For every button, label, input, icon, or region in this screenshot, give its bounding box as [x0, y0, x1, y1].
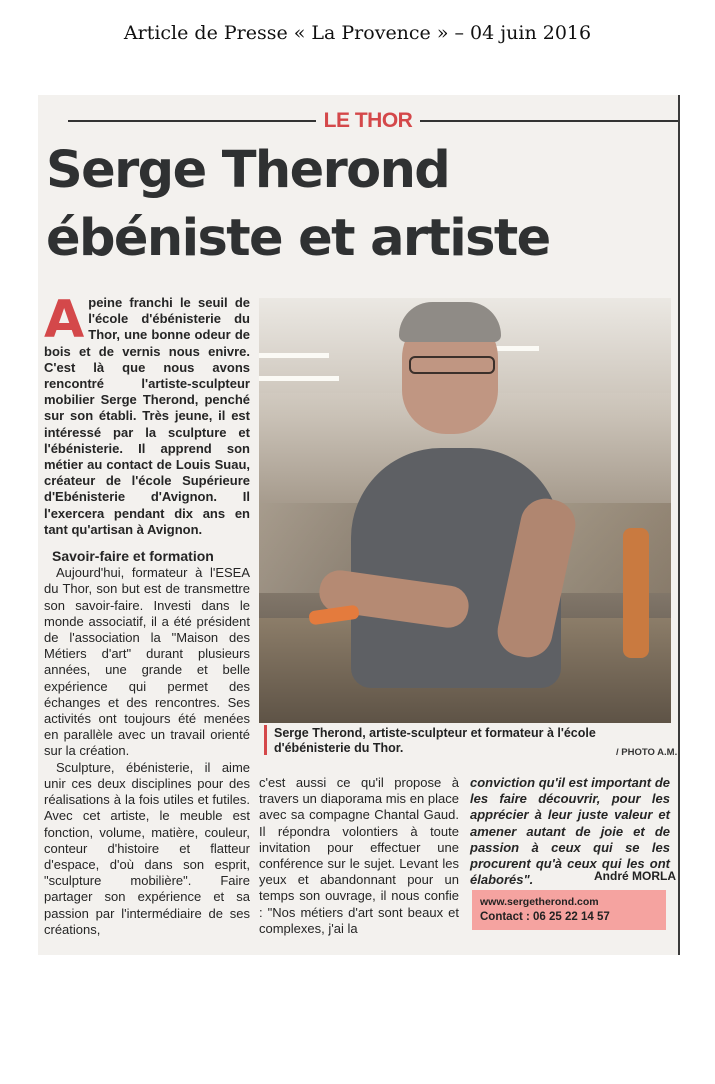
- article-photo: [259, 298, 671, 723]
- photo-clamp: [623, 528, 649, 658]
- caption-accent-bar: [264, 725, 267, 755]
- paragraph-2: Aujourd'hui, formateur à l'ESEA du Thor, son but est de transmettre son savoir-faire. Investi dans le monde associatif, il a été président de l'association la "Maison des Métiers d'art" durant plusieurs années, une grande et belle expérience qui permet des échanges et des rencontres. Ses activités ont toujours été menées en parallèle avec un travail orienté sur la création.: [44, 565, 250, 759]
- subheading: Savoir-faire et formation: [52, 548, 214, 565]
- lead-paragraph: [44, 290, 250, 538]
- website-link[interactable]: www.sergetherond.com: [480, 896, 599, 908]
- kicker-rule-left: [68, 120, 316, 122]
- photo-lamp: [259, 376, 339, 381]
- newspaper-clipping: [38, 95, 680, 955]
- contact-box: [472, 890, 666, 930]
- column-2: [259, 775, 459, 937]
- photo-person-glasses: [409, 356, 495, 374]
- photo-caption: Serge Therond, artiste-sculpteur et formateur à l'école d'ébénisterie du Thor.: [274, 726, 596, 755]
- dropcap: A: [44, 290, 85, 350]
- photo-person-hair: [399, 302, 501, 342]
- paragraph-3: Sculpture, ébénisterie, il aime unir ces deux disciplines pour des réalisations à la fois utiles et futiles. Avec cet artiste, le meuble est fonction, volume, matière, couleur, conteur d'histoire et flatteur d'espace, d'où dans son esprit, "sculpture mobilière". Faire partager son expérience et sa passion par l'intermédiaire de ses créations,: [44, 759, 250, 937]
- column-3-text: conviction qu'il est important de les faire découvrir, pour les apprécier à leur juste valeur et amener autant de joie et de passion à ceux qui se les procurent qu'à ceux qui les ont élaborés".: [470, 775, 670, 888]
- contact-phone: Contact : 06 25 22 14 57: [480, 911, 610, 923]
- clipping-right-rule: [678, 95, 680, 955]
- lead-text: peine franchi le seuil de l'école d'ébénisterie du Thor, une bonne odeur de bois et de vernis nous enivre. C'est là que nous avons rencontré l'artiste-sculpteur mobilier Serge Therond, penché sur son établi. Très jeune, il est intéressé par la sculpture et l'ébénisterie. Il apprend son métier au contact de Louis Suau, créateur de l'école Supérieure d'Ebénisterie d'Avignon. Il l'exercera pendant dix ans en tant qu'artisan à Avignon.: [44, 295, 250, 537]
- article-headline: [46, 137, 676, 273]
- headline-line-1: Serge Therond: [46, 141, 450, 200]
- column-2-text: c'est aussi ce qu'il propose à travers un diaporama mis en place avec sa compagne Chantal Gaud. Il répondra volontiers à toute invitation pour effectuer une conférence sur le sujet. Levant les yeux et abandonnant pour un temps son ouvrage, il nous confie : "Nos métiers d'art sont beaux et complexes, j'ai la: [259, 775, 459, 936]
- kicker-rule-right: [420, 120, 680, 122]
- column-1: [44, 290, 250, 938]
- section-kicker: LE THOR: [323, 109, 413, 132]
- kicker-row: [48, 109, 668, 131]
- headline-line-2: ébéniste et artiste: [46, 209, 550, 268]
- photo-credit: / PHOTO A.M.: [616, 747, 678, 758]
- photo-lamp: [259, 353, 329, 358]
- document-header-caption: Article de Presse « La Provence » – 04 juin 2016: [123, 22, 592, 44]
- author-byline: André MORLA: [594, 869, 676, 883]
